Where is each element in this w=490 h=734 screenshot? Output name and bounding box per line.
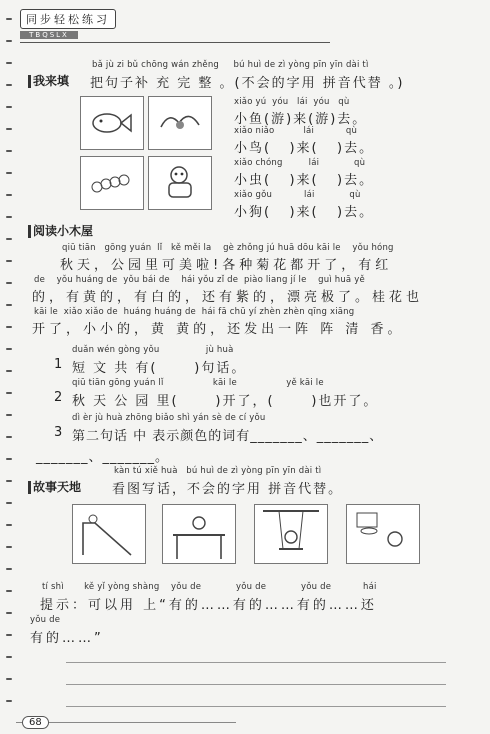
writing-line[interactable]: [66, 662, 446, 663]
hint-text-continued: 有的……”: [30, 631, 104, 646]
insect-picture: [80, 156, 144, 210]
bar-picture: [162, 504, 236, 564]
question-number: 3: [54, 425, 65, 440]
pinyin-line: tí shì kě yǐ yòng shàng yǒu de yǒu de yǒu de hái: [42, 582, 377, 592]
header-subtitle: TBQSLX: [20, 31, 78, 39]
pinyin-line: xiǎo gǒu lái qù: [234, 190, 361, 200]
pinyin-line: qiū tiān gōng yuán lǐ kě měi la gè zhǒng jú huā dōu kāi le yǒu hóng: [62, 243, 394, 253]
fill-sentence: 小鱼(游)来(游)去。: [234, 112, 368, 127]
passage-line: 开了，小小的，黄 黄的，还发出一阵 阵 清 香。: [32, 322, 405, 337]
bird-picture: [148, 96, 212, 150]
section-label: 我来填: [33, 74, 70, 88]
binding-holes: [6, 0, 14, 734]
slide-picture: [72, 504, 146, 564]
fill-sentence: 小鸟( )来( )去。: [234, 141, 375, 156]
page-number: 68: [22, 716, 49, 729]
instruction-text: 把句子补 充 完 整 。(不会的字用 拼音代替 。): [90, 76, 405, 91]
pinyin-line: dì èr jù huà zhōng biǎo shì yán sè de cí yǒu: [72, 413, 266, 423]
dog-picture: [148, 156, 212, 210]
passage-line: 秋天，公园里可美啦!各种菊花都开了，有红: [60, 258, 393, 273]
header-title: 同步轻松练习: [20, 9, 116, 29]
question-text: 短 文 共 有( )句话。: [72, 361, 247, 376]
pinyin-line: kāi le xiǎo xiǎo de huáng huáng de hái fā chū yí zhèn zhèn qīng xiāng: [34, 307, 355, 317]
hint-text: 提示：可以用 上“有的……有的……有的……还: [40, 598, 377, 613]
question-text: 第二句话 中 表示颜色的词有_______、_______、: [72, 429, 384, 444]
caterpillar-icon: [81, 157, 143, 209]
section-label: 阅读小木屋: [33, 224, 94, 238]
question-number: 1: [54, 357, 65, 372]
bird-icon: [149, 97, 211, 149]
pinyin-line: duǎn wén gòng yǒu jù huà: [72, 345, 234, 355]
pinyin-line: kàn tú xiě huà bú huì de zì yòng pīn yīn dài tì: [114, 466, 322, 476]
fill-sentence: 小虫( )来( )去。: [234, 173, 375, 188]
section-label: 故事天地: [33, 480, 82, 494]
pinyin-line: qiū tiān gōng yuán lǐ kāi le yě kāi le: [72, 378, 324, 388]
passage-line: 的，有黄的，有白的，还有紫的，漂亮极了。桂花也: [32, 290, 424, 305]
slide-icon: [73, 505, 145, 563]
pinyin-line: xiǎo yú yóu lái yóu qù: [234, 97, 350, 107]
climbing-bar-icon: [163, 505, 235, 563]
fill-sentence: 小狗( )来( )去。: [234, 205, 375, 220]
question-text-continued: _______、_______。: [36, 450, 170, 465]
section-heading-reading: [28, 222, 93, 239]
pinyin-line: bǎ jù zi bǔ chōng wán zhěng bú huì de zì yòng pīn yīn dài tì: [92, 60, 369, 70]
fish-picture: [80, 96, 144, 150]
pinyin-line: de yǒu huáng de yǒu bái de hái yǒu zǐ de piào liang jí le guì huā yě: [34, 275, 365, 285]
fish-icon: [81, 97, 143, 149]
basketball-picture: [346, 504, 420, 564]
page-header: [20, 8, 116, 39]
section-heading-story: [28, 478, 81, 495]
pinyin-line: xiǎo niǎo lái qù: [234, 126, 358, 136]
header-divider: [20, 42, 330, 43]
footer-divider: [16, 722, 236, 723]
question-number: 2: [54, 390, 65, 405]
dog-icon: [149, 157, 211, 209]
writing-line[interactable]: [66, 706, 446, 707]
writing-line[interactable]: [66, 684, 446, 685]
question-text: 秋 天 公 园 里( )开了，( )也开了。: [72, 394, 379, 409]
pinyin-line: xiǎo chóng lái qù: [234, 158, 366, 168]
instruction-text: 看图写话，不会的字用 拼音代替。: [112, 482, 344, 497]
swing-picture: [254, 504, 328, 564]
swing-icon: [255, 505, 327, 563]
pinyin-line: yǒu de: [30, 615, 61, 625]
section-heading-fill: [28, 72, 69, 89]
basketball-icon: [347, 505, 419, 563]
